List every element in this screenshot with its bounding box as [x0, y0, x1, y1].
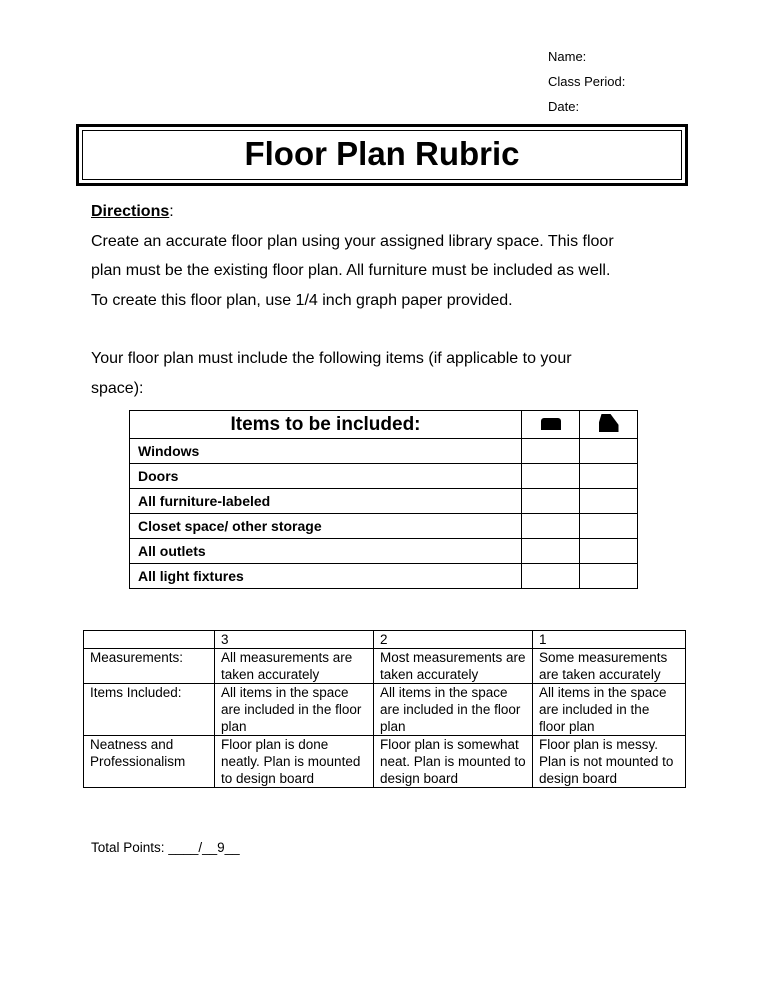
total-points — [91, 840, 240, 855]
name-label: Name: — [548, 49, 587, 64]
rubric-row — [84, 684, 686, 736]
book-icon — [541, 418, 561, 430]
directions-line: Create an accurate floor plan using your assigned library space. This floor — [91, 232, 614, 250]
rubric-cell: Some measurements are taken accurately — [533, 649, 686, 684]
student-info — [548, 44, 625, 119]
rubric-header-cell: 1 — [533, 631, 686, 649]
rubric-header-cell — [84, 631, 215, 649]
directions-line: To create this floor plan, use 1/4 inch graph paper provided. — [91, 291, 513, 309]
rubric-cell: All measurements are taken accurately — [215, 649, 374, 684]
check-cell[interactable] — [522, 464, 580, 489]
total-points-value: ____/__9__ — [168, 840, 240, 855]
rubric-criterion: Measurements: — [84, 649, 215, 684]
rubric-criterion: Items Included: — [84, 684, 215, 736]
checklist-row — [130, 514, 638, 539]
items-checklist — [129, 410, 638, 589]
check-cell[interactable] — [580, 489, 638, 514]
rubric-header-row — [84, 631, 686, 649]
rubric-cell: Most measurements are taken accurately — [374, 649, 533, 684]
checklist-item: Closet space/ other storage — [130, 514, 522, 539]
class-period-label: Class Period: — [548, 74, 626, 89]
directions: Directions: Create an accurate floor plan using your assigned library space. This floor plan must be the existing floor plan. All furniture must be included as well. To create this floor plan, use 1/4 inch graph paper provided. Your floor plan must include the following items (if applicable to your space): — [91, 197, 691, 403]
title-box — [76, 124, 688, 186]
check-cell[interactable] — [522, 514, 580, 539]
rubric-cell: Floor plan is done neatly. Plan is mounted to design board — [215, 736, 374, 788]
check-cell[interactable] — [522, 564, 580, 589]
rubric-cell: All items in the space are included in the floor plan — [374, 684, 533, 736]
check-cell[interactable] — [580, 464, 638, 489]
rubric-header-cell: 3 — [215, 631, 374, 649]
checklist-item: All outlets — [130, 539, 522, 564]
directions-label: Directions — [91, 203, 170, 220]
stack-icon — [599, 414, 619, 432]
checklist-item: Doors — [130, 464, 522, 489]
rubric-table — [83, 630, 686, 788]
date-label: Date: — [548, 99, 580, 114]
rubric-cell: All items in the space are included in the floor plan — [215, 684, 374, 736]
total-points-label: Total Points: — [91, 840, 165, 855]
rubric-cell: Floor plan is somewhat neat. Plan is mounted to design board — [374, 736, 533, 788]
rubric-cell: All items in the space are included in the floor plan — [533, 684, 686, 736]
page-title: Floor Plan Rubric — [244, 135, 520, 172]
checklist-header: Items to be included: — [130, 411, 522, 439]
check-cell[interactable] — [580, 539, 638, 564]
checklist-row — [130, 439, 638, 464]
check-cell[interactable] — [580, 564, 638, 589]
check-cell[interactable] — [522, 539, 580, 564]
checklist-row — [130, 539, 638, 564]
checklist-row — [130, 464, 638, 489]
checklist-item: All light fixtures — [130, 564, 522, 589]
items-intro: space): — [91, 379, 144, 397]
checklist-item: All furniture-labeled — [130, 489, 522, 514]
check-cell[interactable] — [522, 439, 580, 464]
check-cell[interactable] — [580, 439, 638, 464]
rubric-criterion: Neatness and Professionalism — [84, 736, 215, 788]
checklist-item: Windows — [130, 439, 522, 464]
check-cell[interactable] — [580, 514, 638, 539]
rubric-header-cell: 2 — [374, 631, 533, 649]
checklist-row — [130, 564, 638, 589]
items-intro: Your floor plan must include the following items (if applicable to your — [91, 350, 572, 367]
rubric-row — [84, 736, 686, 788]
checklist-row — [130, 489, 638, 514]
check-cell[interactable] — [522, 489, 580, 514]
directions-line: plan must be the existing floor plan. All furniture must be included as well. — [91, 262, 611, 279]
rubric-cell: Floor plan is messy. Plan is not mounted to design board — [533, 736, 686, 788]
rubric-row — [84, 649, 686, 684]
